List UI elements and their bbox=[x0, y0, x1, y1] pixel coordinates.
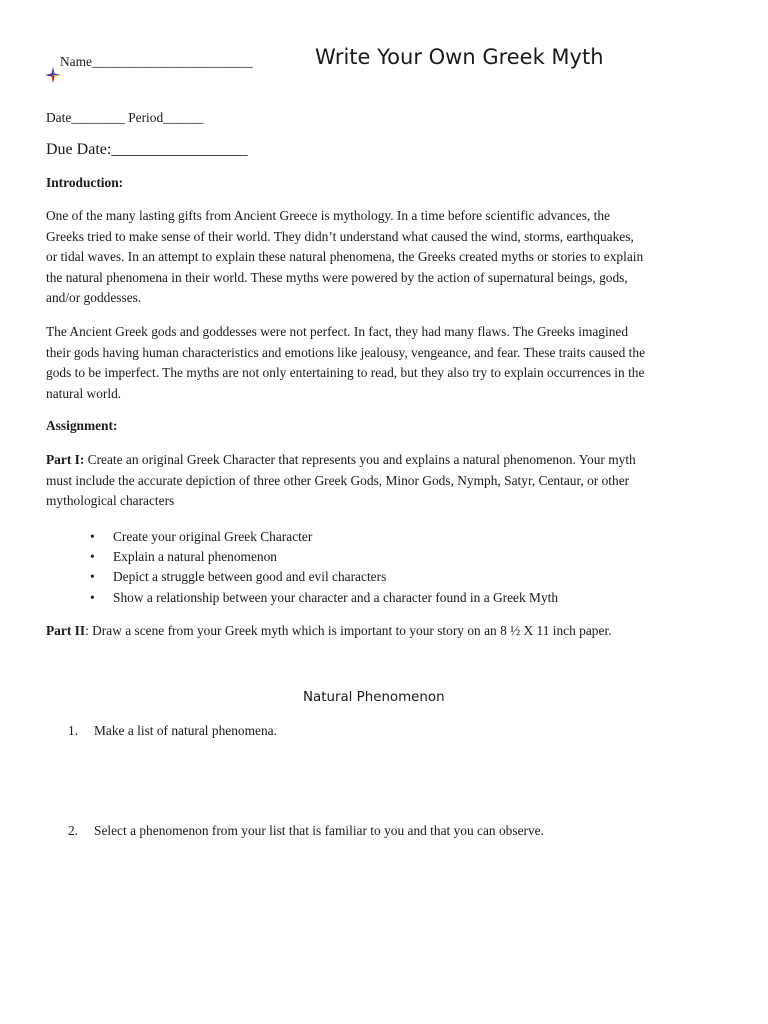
part-1-label: Part I: bbox=[46, 452, 85, 467]
due-date-line bbox=[46, 141, 247, 159]
item-number: 1. bbox=[68, 723, 79, 738]
bullet-icon: • bbox=[90, 569, 95, 585]
list-item bbox=[68, 723, 668, 743]
part-2-paragraph bbox=[46, 623, 612, 639]
natural-phenomenon-heading: Natural Phenomenon bbox=[303, 690, 445, 705]
date-blank[interactable]: ________ bbox=[71, 110, 125, 125]
period-blank[interactable]: ______ bbox=[163, 110, 204, 125]
intro-p1-line: Greeks tried to make sense of their world. They didn’t understand what caused the wind, storms, earthquakes, bbox=[46, 228, 634, 244]
list-item bbox=[68, 823, 688, 843]
part-1-line: must include the accurate depiction of three other Greek Gods, Minor Gods, Nymph, Satyr, Centaur, or other bbox=[46, 472, 630, 488]
assignment-heading: Assignment: bbox=[46, 418, 118, 433]
list-item: • Depict a struggle between good and evil characters bbox=[90, 567, 558, 587]
intro-p2-line: The Ancient Greek gods and goddesses were not perfect. In fact, they had many flaws. The Greeks imagined bbox=[46, 324, 629, 339]
name-label: Name bbox=[60, 54, 92, 69]
intro-p1-line: the natural phenomena in their world. These myths were powered by the action of supernatural beings, gods, bbox=[46, 269, 628, 285]
intro-p2-line: natural world. bbox=[46, 385, 122, 401]
bullet-icon: • bbox=[90, 529, 95, 544]
due-date-label: Due Date: bbox=[46, 141, 112, 158]
item-text: Select a phenomenon from your list that is familiar to you and that you can observe. bbox=[94, 823, 544, 838]
intro-p2-line: their gods having human characteristics and emotions like jealousy, vengeance, and fear. These traits caused the bbox=[46, 344, 646, 360]
part-1-paragraph bbox=[46, 450, 730, 512]
intro-p2-line: gods to be imperfect. The myths are not only entertaining to read, but they also try to explain occurrences in the bbox=[46, 365, 645, 380]
requirements-list bbox=[90, 527, 558, 608]
intro-paragraph-2 bbox=[46, 322, 730, 404]
part-1-line: Create an original Greek Character that represents you and explains a natural phenomenon. Your myth bbox=[84, 452, 636, 467]
intro-p1-line: One of the many lasting gifts from Ancient Greece is mythology. In a time before scientific advances, the bbox=[46, 208, 610, 223]
intro-paragraph-1 bbox=[46, 206, 730, 309]
intro-p1-line: or tidal waves. In an attempt to explain these natural phenomena, the Greeks created myths or stories to explain bbox=[46, 249, 644, 264]
part-1-line: mythological characters bbox=[46, 493, 175, 508]
list-item: • Create your original Greek Character bbox=[90, 527, 558, 547]
date-label: Date bbox=[46, 110, 72, 125]
date-period-line bbox=[46, 110, 203, 126]
item-number: 2. bbox=[68, 823, 79, 838]
period-label: Period bbox=[128, 110, 164, 125]
intro-p1-line: and/or goddesses. bbox=[46, 290, 142, 305]
part-2-text: : Draw a scene from your Greek myth which is important to your story on an 8 ½ X 11 inch paper. bbox=[85, 623, 612, 638]
part-2-label: Part II bbox=[46, 623, 86, 638]
page-title: Write Your Own Greek Myth bbox=[315, 45, 604, 69]
introduction-heading: Introduction: bbox=[46, 175, 124, 190]
name-line bbox=[60, 54, 253, 70]
bullet-icon: • bbox=[90, 549, 95, 565]
item-text: Make a list of natural phenomena. bbox=[94, 723, 277, 738]
list-item: • Show a relationship between your character and a character found in a Greek Myth bbox=[90, 588, 558, 608]
due-date-blank[interactable]: _________________ bbox=[111, 141, 248, 158]
list-item: • Explain a natural phenomenon bbox=[90, 547, 558, 567]
bullet-icon: • bbox=[90, 589, 95, 605]
name-blank[interactable]: ________________________ bbox=[91, 54, 253, 69]
